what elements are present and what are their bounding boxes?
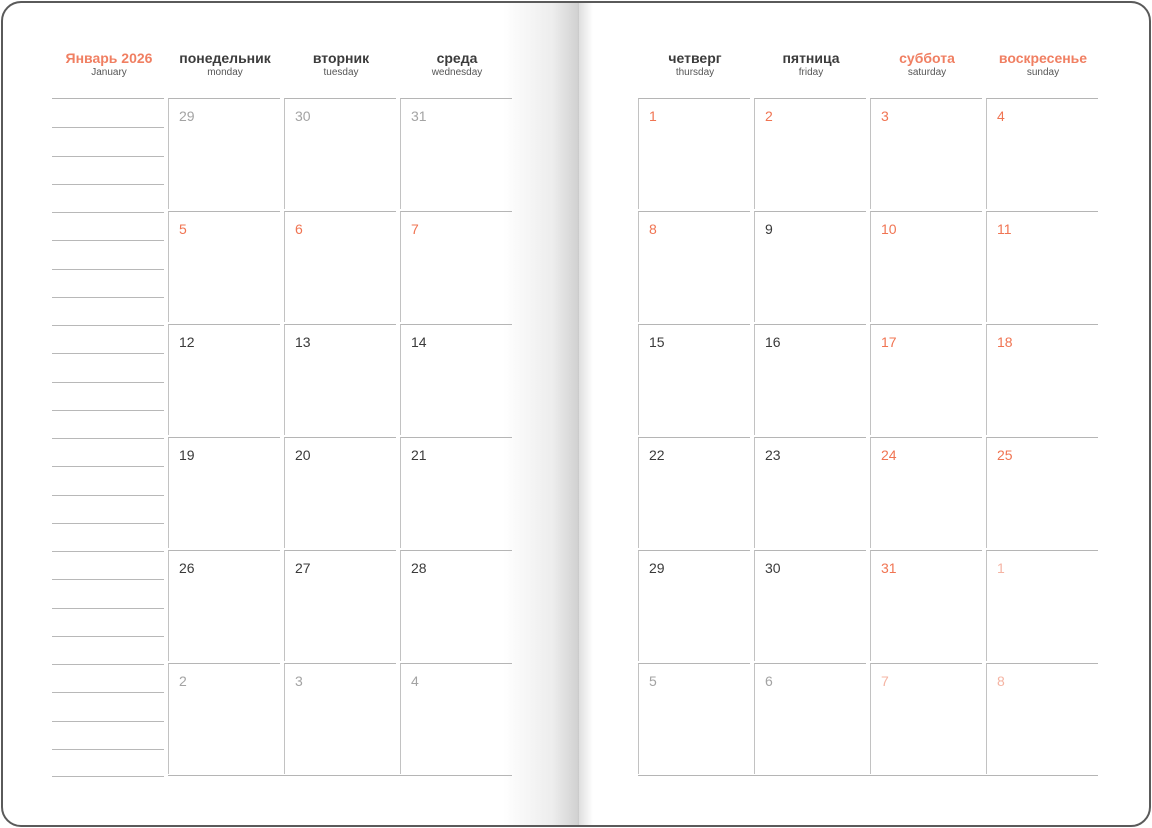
- book-gutter-shadow: [503, 3, 579, 825]
- month-subtitle: January: [91, 67, 127, 78]
- weekday-name-en: friday: [798, 67, 824, 78]
- day-cell[interactable]: [638, 211, 750, 322]
- day-number: 15: [649, 334, 665, 350]
- weekday-name-en: saturday: [907, 67, 947, 78]
- day-cell[interactable]: [754, 550, 866, 661]
- day-number: 16: [765, 334, 781, 350]
- day-cell[interactable]: [754, 437, 866, 548]
- weekday-header: [400, 49, 514, 78]
- day-number: 29: [649, 560, 665, 576]
- day-number: 8: [649, 221, 657, 237]
- note-line: [52, 353, 164, 354]
- note-line: [52, 325, 164, 326]
- day-cell[interactable]: [400, 663, 512, 774]
- note-line: [52, 551, 164, 552]
- weekday-name-en: thursday: [675, 67, 715, 78]
- day-cell[interactable]: [284, 663, 396, 774]
- day-cell[interactable]: [168, 324, 280, 435]
- notes-column: [52, 98, 164, 779]
- day-cell[interactable]: [168, 211, 280, 322]
- note-line: [52, 495, 164, 496]
- weekday-header: [638, 49, 752, 78]
- day-number: 30: [295, 108, 311, 124]
- weekday-name: четверг: [668, 50, 722, 66]
- note-line: [52, 382, 164, 383]
- day-cell[interactable]: [638, 663, 750, 774]
- note-line: [52, 636, 164, 637]
- day-number: 14: [411, 334, 427, 350]
- day-number: 7: [881, 673, 889, 689]
- day-cell[interactable]: [284, 211, 396, 322]
- day-number: 20: [295, 447, 311, 463]
- day-cell[interactable]: [754, 324, 866, 435]
- note-line: [52, 608, 164, 609]
- day-number: 13: [295, 334, 311, 350]
- day-cell[interactable]: [986, 211, 1098, 322]
- day-number: 26: [179, 560, 195, 576]
- day-number: 25: [997, 447, 1013, 463]
- note-line: [52, 721, 164, 722]
- day-cell[interactable]: [986, 550, 1098, 661]
- day-cell[interactable]: [870, 663, 982, 774]
- day-cell[interactable]: [986, 437, 1098, 548]
- weekday-name-en: monday: [207, 67, 243, 78]
- day-cell[interactable]: [638, 437, 750, 548]
- day-number: 17: [881, 334, 897, 350]
- day-cell[interactable]: [754, 98, 866, 209]
- day-number: 1: [649, 108, 657, 124]
- weekday-header: [754, 49, 868, 78]
- day-number: 24: [881, 447, 897, 463]
- day-number: 18: [997, 334, 1013, 350]
- day-cell[interactable]: [168, 550, 280, 661]
- book-gutter-shadow-right: [579, 3, 593, 825]
- weekday-name: воскресенье: [998, 50, 1088, 66]
- day-number: 6: [295, 221, 303, 237]
- day-cell[interactable]: [284, 437, 396, 548]
- note-line: [52, 579, 164, 580]
- day-number: 4: [997, 108, 1005, 124]
- day-cell[interactable]: [986, 663, 1098, 774]
- weekday-header: [284, 49, 398, 78]
- day-number: 10: [881, 221, 897, 237]
- day-cell[interactable]: [400, 437, 512, 548]
- day-cell[interactable]: [284, 98, 396, 209]
- day-number: 7: [411, 221, 419, 237]
- day-cell[interactable]: [870, 324, 982, 435]
- month-header: [52, 49, 166, 78]
- day-number: 1: [997, 560, 1005, 576]
- note-line: [52, 240, 164, 241]
- day-cell[interactable]: [400, 211, 512, 322]
- day-cell[interactable]: [870, 211, 982, 322]
- weekday-name: понедельник: [179, 50, 271, 66]
- day-number: 27: [295, 560, 311, 576]
- day-cell[interactable]: [168, 663, 280, 774]
- day-number: 3: [295, 673, 303, 689]
- day-number: 4: [411, 673, 419, 689]
- day-cell[interactable]: [870, 550, 982, 661]
- note-line: [52, 466, 164, 467]
- day-number: 22: [649, 447, 665, 463]
- day-number: 23: [765, 447, 781, 463]
- day-cell[interactable]: [638, 324, 750, 435]
- day-cell[interactable]: [754, 663, 866, 774]
- day-cell[interactable]: [638, 550, 750, 661]
- day-cell[interactable]: [168, 98, 280, 209]
- weekday-name-en: sunday: [1026, 67, 1060, 78]
- month-title: Январь 2026: [65, 50, 153, 66]
- day-cell[interactable]: [284, 324, 396, 435]
- weekday-name: вторник: [312, 50, 370, 66]
- note-line: [52, 749, 164, 750]
- day-number: 31: [411, 108, 427, 124]
- grid-bottom-rule: [168, 775, 512, 776]
- day-number: 9: [765, 221, 773, 237]
- day-cell[interactable]: [284, 550, 396, 661]
- day-number: 2: [179, 673, 187, 689]
- planner-spread: [1, 1, 1151, 827]
- day-number: 19: [179, 447, 195, 463]
- weekday-name-en: wednesday: [431, 67, 483, 78]
- day-number: 5: [179, 221, 187, 237]
- weekday-header: [986, 49, 1100, 78]
- weekday-name: пятница: [782, 50, 840, 66]
- day-number: 29: [179, 108, 195, 124]
- day-cell[interactable]: [638, 98, 750, 209]
- day-number: 21: [411, 447, 427, 463]
- weekday-header: [168, 49, 282, 78]
- weekday-name-en: tuesday: [323, 67, 359, 78]
- day-number: 3: [881, 108, 889, 124]
- note-line: [52, 523, 164, 524]
- day-cell[interactable]: [986, 324, 1098, 435]
- day-cell[interactable]: [400, 550, 512, 661]
- note-line: [52, 269, 164, 270]
- day-cell[interactable]: [168, 437, 280, 548]
- weekday-name: среда: [436, 50, 478, 66]
- day-number: 5: [649, 673, 657, 689]
- day-cell[interactable]: [754, 211, 866, 322]
- day-cell[interactable]: [986, 98, 1098, 209]
- day-number: 12: [179, 334, 195, 350]
- weekday-header: [870, 49, 984, 78]
- day-cell[interactable]: [400, 98, 512, 209]
- weekday-name: суббота: [899, 50, 955, 66]
- note-line: [52, 184, 164, 185]
- day-number: 31: [881, 560, 897, 576]
- day-number: 28: [411, 560, 427, 576]
- day-cell[interactable]: [870, 437, 982, 548]
- note-line: [52, 212, 164, 213]
- grid-bottom-rule: [638, 775, 1098, 776]
- day-number: 6: [765, 673, 773, 689]
- note-line: [52, 156, 164, 157]
- day-number: 2: [765, 108, 773, 124]
- day-cell[interactable]: [870, 98, 982, 209]
- note-line: [52, 692, 164, 693]
- note-line: [52, 410, 164, 411]
- note-line: [52, 127, 164, 128]
- note-line: [52, 776, 164, 777]
- day-cell[interactable]: [400, 324, 512, 435]
- day-number: 8: [997, 673, 1005, 689]
- day-number: 11: [997, 221, 1012, 237]
- note-line: [52, 438, 164, 439]
- note-line: [52, 297, 164, 298]
- note-line: [52, 664, 164, 665]
- day-number: 30: [765, 560, 781, 576]
